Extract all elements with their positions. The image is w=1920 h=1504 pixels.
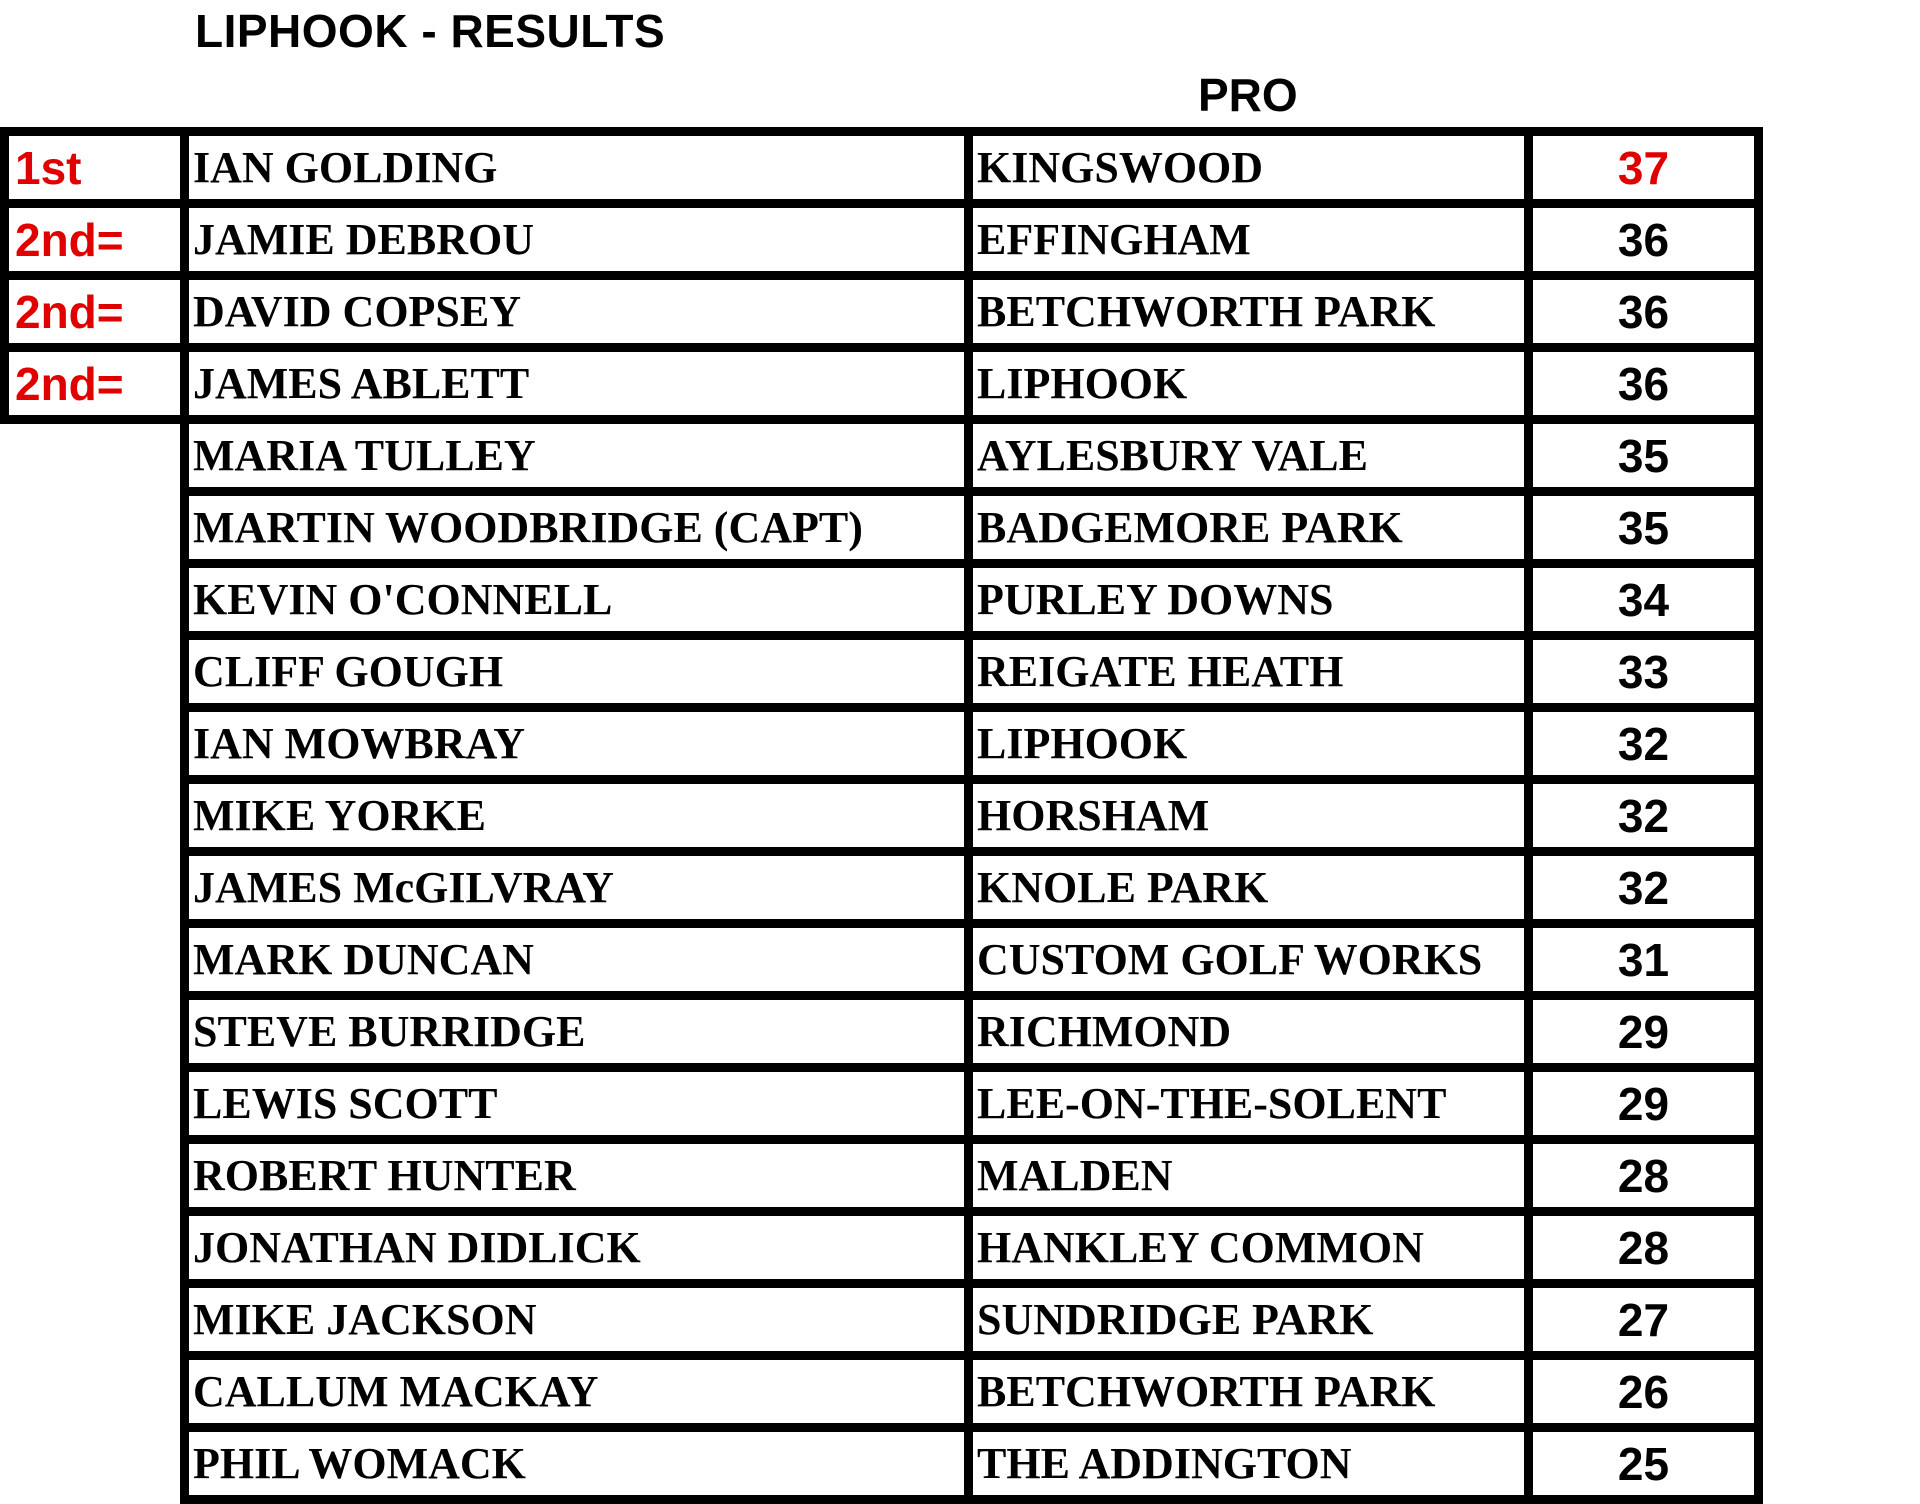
club-cell: BETCHWORTH PARK [969,276,1529,348]
position-cell [5,492,185,564]
club-cell: EFFINGHAM [969,204,1529,276]
player-name-cell: MARIA TULLEY [185,420,969,492]
position-cell [5,996,185,1068]
position-cell [5,1140,185,1212]
player-name-cell: LEWIS SCOTT [185,1068,969,1140]
player-name-cell: DAVID COPSEY [185,276,969,348]
table-row [5,1068,1759,1140]
position-cell [5,1068,185,1140]
player-name-cell: CLIFF GOUGH [185,636,969,708]
position-cell: 1st [5,132,185,204]
table-row [5,564,1759,636]
player-name-cell: MIKE YORKE [185,780,969,852]
club-cell: LIPHOOK [969,348,1529,420]
club-cell: BETCHWORTH PARK [969,1356,1529,1428]
table-row [5,636,1759,708]
score-cell: 37 [1529,132,1759,204]
table-row [5,1428,1759,1500]
player-name-cell: KEVIN O'CONNELL [185,564,969,636]
score-cell: 26 [1529,1356,1759,1428]
score-cell: 31 [1529,924,1759,996]
table-row [5,276,1759,348]
score-cell: 29 [1529,996,1759,1068]
player-name-cell: MIKE JACKSON [185,1284,969,1356]
position-cell [5,564,185,636]
club-cell: BADGEMORE PARK [969,492,1529,564]
club-cell: CUSTOM GOLF WORKS [969,924,1529,996]
score-cell: 33 [1529,636,1759,708]
table-row [5,780,1759,852]
player-name-cell: STEVE BURRIDGE [185,996,969,1068]
position-cell [5,780,185,852]
table-row [5,1356,1759,1428]
score-cell: 29 [1529,1068,1759,1140]
club-cell: HORSHAM [969,780,1529,852]
score-cell: 36 [1529,348,1759,420]
position-cell [5,1356,185,1428]
club-cell: PURLEY DOWNS [969,564,1529,636]
player-name-cell: CALLUM MACKAY [185,1356,969,1428]
player-name-cell: IAN MOWBRAY [185,708,969,780]
position-cell [5,852,185,924]
club-cell: RICHMOND [969,996,1529,1068]
table-row [5,1212,1759,1284]
pro-column-heading: PRO [1198,69,1298,121]
position-cell [5,708,185,780]
player-name-cell: JONATHAN DIDLICK [185,1212,969,1284]
player-name-cell: JAMES ABLETT [185,348,969,420]
club-cell: KINGSWOOD [969,132,1529,204]
club-cell: THE ADDINGTON [969,1428,1529,1500]
position-cell [5,636,185,708]
position-cell [5,1284,185,1356]
player-name-cell: IAN GOLDING [185,132,969,204]
position-cell [5,420,185,492]
position-cell: 2nd= [5,276,185,348]
club-cell: SUNDRIDGE PARK [969,1284,1529,1356]
score-cell: 28 [1529,1140,1759,1212]
position-cell: 2nd= [5,204,185,276]
position-cell [5,1212,185,1284]
score-cell: 32 [1529,708,1759,780]
player-name-cell: JAMES McGILVRAY [185,852,969,924]
position-cell: 2nd= [5,348,185,420]
score-cell: 28 [1529,1212,1759,1284]
club-cell: LEE-ON-THE-SOLENT [969,1068,1529,1140]
player-name-cell: MARTIN WOODBRIDGE (CAPT) [185,492,969,564]
position-cell [5,924,185,996]
table-row [5,1140,1759,1212]
score-cell: 36 [1529,204,1759,276]
club-cell: MALDEN [969,1140,1529,1212]
table-row [5,348,1759,420]
score-cell: 32 [1529,780,1759,852]
score-cell: 36 [1529,276,1759,348]
score-cell: 34 [1529,564,1759,636]
table-row [5,420,1759,492]
player-name-cell: PHIL WOMACK [185,1428,969,1500]
player-name-cell: ROBERT HUNTER [185,1140,969,1212]
results-table [0,127,1763,1504]
table-row [5,1284,1759,1356]
player-name-cell: MARK DUNCAN [185,924,969,996]
player-name-cell: JAMIE DEBROU [185,204,969,276]
table-row [5,492,1759,564]
table-row [5,924,1759,996]
score-cell: 27 [1529,1284,1759,1356]
page-title: LIPHOOK - RESULTS [195,5,666,57]
table-row [5,708,1759,780]
club-cell: REIGATE HEATH [969,636,1529,708]
club-cell: HANKLEY COMMON [969,1212,1529,1284]
score-cell: 35 [1529,420,1759,492]
position-cell [5,1428,185,1500]
club-cell: KNOLE PARK [969,852,1529,924]
table-row [5,996,1759,1068]
score-cell: 32 [1529,852,1759,924]
table-row [5,204,1759,276]
table-row [5,852,1759,924]
club-cell: AYLESBURY VALE [969,420,1529,492]
score-cell: 35 [1529,492,1759,564]
table-row [5,132,1759,204]
club-cell: LIPHOOK [969,708,1529,780]
score-cell: 25 [1529,1428,1759,1500]
